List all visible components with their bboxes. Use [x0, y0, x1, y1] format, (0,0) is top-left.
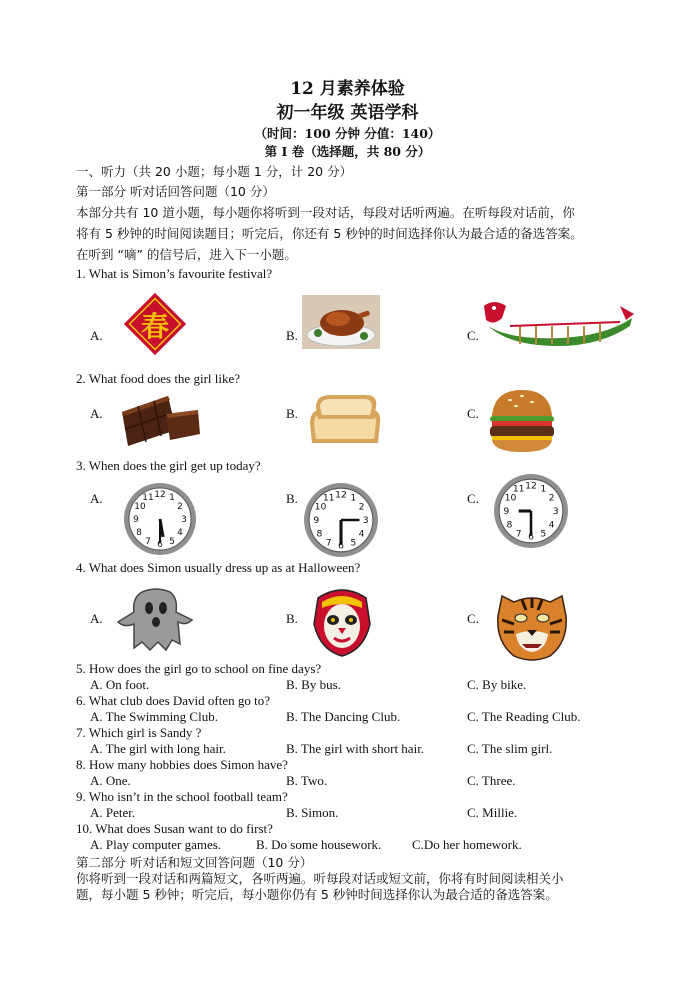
q7-option-a: A. The girl with long hair. [90, 741, 226, 756]
q1-label-b: B. [286, 328, 298, 343]
svg-text:2: 2 [358, 501, 365, 513]
hamburger-icon [486, 386, 558, 454]
svg-text:10: 10 [504, 492, 517, 504]
svg-text:12: 12 [525, 480, 537, 492]
q7-option-c: C. The slim girl. [467, 741, 553, 756]
svg-text:11: 11 [512, 483, 525, 495]
spring-festival-chun-icon [124, 293, 186, 357]
q6-option-c: C. The Reading Club. [467, 709, 581, 724]
clock-icon [122, 481, 198, 557]
svg-text:8: 8 [506, 519, 513, 531]
q9-option-c: C. Millie. [467, 805, 518, 820]
roast-chicken-icon [302, 295, 380, 349]
q7-option-b: B. The girl with short hair. [286, 741, 425, 756]
svg-text:4: 4 [548, 519, 555, 531]
svg-text:8: 8 [136, 528, 142, 538]
svg-text:11: 11 [322, 492, 335, 504]
q4-label-a: A. [90, 611, 103, 626]
svg-text:4: 4 [358, 528, 365, 540]
svg-text:3: 3 [552, 506, 559, 518]
ghost-icon [116, 586, 196, 652]
svg-text:6: 6 [338, 540, 344, 552]
part2-instruction-2: 题，每小题 5 秒钟；听完后，每小题你仍有 5 秒钟时间选择你认为最合适的备选答案。 [76, 887, 558, 902]
question-3: 3. When does the girl get up today? [76, 458, 261, 473]
svg-text:4: 4 [177, 528, 183, 538]
q5-option-a: A. On foot. [90, 677, 150, 692]
svg-text:1: 1 [350, 492, 357, 504]
exam-subtitle: 初一年级 英语学科 [276, 103, 419, 123]
svg-text:2: 2 [177, 502, 183, 512]
q10-option-a: A. Play computer games. [90, 837, 222, 852]
q2-label-c: C. [467, 406, 479, 421]
svg-text:10: 10 [134, 502, 146, 512]
svg-text:5: 5 [350, 537, 357, 549]
part2-heading: 第二部分 听对话和短文回答问题（10 分） [76, 855, 313, 870]
q3-label-b: B. [286, 491, 298, 506]
question-7: 7. Which girl is Sandy ? [76, 725, 202, 740]
tiger-mask-icon [492, 586, 572, 664]
part1-heading: 第一部分 听对话回答问题（10 分） [76, 184, 275, 199]
monkey-mask-icon [312, 584, 372, 658]
exam-title: 12 月素养体验 [290, 79, 405, 99]
question-10: 10. What does Susan want to do first? [76, 821, 273, 836]
bread-icon [306, 389, 384, 449]
svg-text:9: 9 [313, 515, 320, 527]
svg-text:9: 9 [503, 506, 510, 518]
q2-label-a: A. [90, 406, 103, 421]
svg-text:5: 5 [169, 537, 175, 547]
clock-icon [492, 472, 570, 550]
svg-text:8: 8 [316, 528, 323, 540]
question-9: 9. Who isn’t in the school football team? [76, 789, 288, 804]
part2-instruction-1: 你将听到一段对话和两篇短文，各听两遍。听每段对话或短文前，你将有时间阅读相关小 [76, 871, 564, 886]
q4-label-c: C. [467, 611, 479, 626]
q1-label-c: C. [467, 328, 479, 343]
question-6: 6. What club does David often go to? [76, 693, 270, 708]
svg-text:3: 3 [362, 515, 369, 527]
svg-text:3: 3 [181, 515, 187, 525]
svg-text:7: 7 [145, 537, 151, 547]
svg-text:1: 1 [169, 493, 175, 503]
svg-text:2: 2 [548, 492, 555, 504]
q3-label-a: A. [90, 491, 103, 506]
svg-text:12: 12 [335, 489, 347, 501]
question-1: 1. What is Simon’s favourite festival? [76, 266, 273, 281]
clock-icon [302, 481, 380, 559]
exam-time-score: （时间：100 分钟 分值：140） [254, 126, 441, 141]
instruction-line-1: 本部分共有 10 道小题，每小题你将听到一段对话，每段对话听两遍。在听每段对话前，你 [76, 205, 575, 220]
exam-volume: 第 Ⅰ 卷（选择题，共 80 分） [264, 144, 431, 159]
svg-text:春: 春 [140, 310, 170, 343]
q10-option-c: C.Do her homework. [412, 837, 522, 852]
q9-option-b: B. Simon. [286, 805, 339, 820]
svg-text:5: 5 [540, 528, 547, 540]
q6-option-a: A. The Swimming Club. [90, 709, 218, 724]
listening-section-heading: 一、听力（共 20 小题；每小题 1 分，计 20 分） [76, 164, 353, 179]
q3-label-c: C. [467, 491, 479, 506]
q5-option-c: C. By bike. [467, 677, 527, 692]
svg-text:1: 1 [540, 483, 547, 495]
dragon-boat-icon [480, 296, 636, 352]
question-5: 5. How does the girl go to school on fine days? [76, 661, 322, 676]
q6-option-b: B. The Dancing Club. [286, 709, 401, 724]
svg-text:7: 7 [515, 528, 522, 540]
q5-option-b: B. By bus. [286, 677, 341, 692]
question-8: 8. How many hobbies does Simon have? [76, 757, 288, 772]
instruction-line-2: 将有 5 秒钟的时间阅读题目；听完后，你还有 5 秒钟的时间选择你认为最合适的备选答案。 [76, 226, 583, 241]
instruction-line-3: 在听到 “嘀” 的信号后，进入下一小题。 [76, 247, 297, 262]
svg-text:6: 6 [157, 540, 163, 550]
svg-text:6: 6 [528, 531, 534, 543]
svg-text:9: 9 [133, 515, 139, 525]
q9-option-a: A. Peter. [90, 805, 136, 820]
svg-text:11: 11 [142, 493, 154, 503]
question-2: 2. What food does the girl like? [76, 371, 241, 386]
question-4: 4. What does Simon usually dress up as at Halloween? [76, 560, 361, 575]
q8-option-c: C. Three. [467, 773, 516, 788]
svg-text:7: 7 [325, 537, 332, 549]
q8-option-a: A. One. [90, 773, 131, 788]
svg-text:10: 10 [314, 501, 327, 513]
q8-option-b: B. Two. [286, 773, 328, 788]
chocolate-icon [116, 390, 202, 450]
svg-text:12: 12 [154, 490, 166, 500]
q4-label-b: B. [286, 611, 298, 626]
q10-option-b: B. Do some housework. [256, 837, 382, 852]
q2-label-b: B. [286, 406, 298, 421]
q1-label-a: A. [90, 328, 103, 343]
